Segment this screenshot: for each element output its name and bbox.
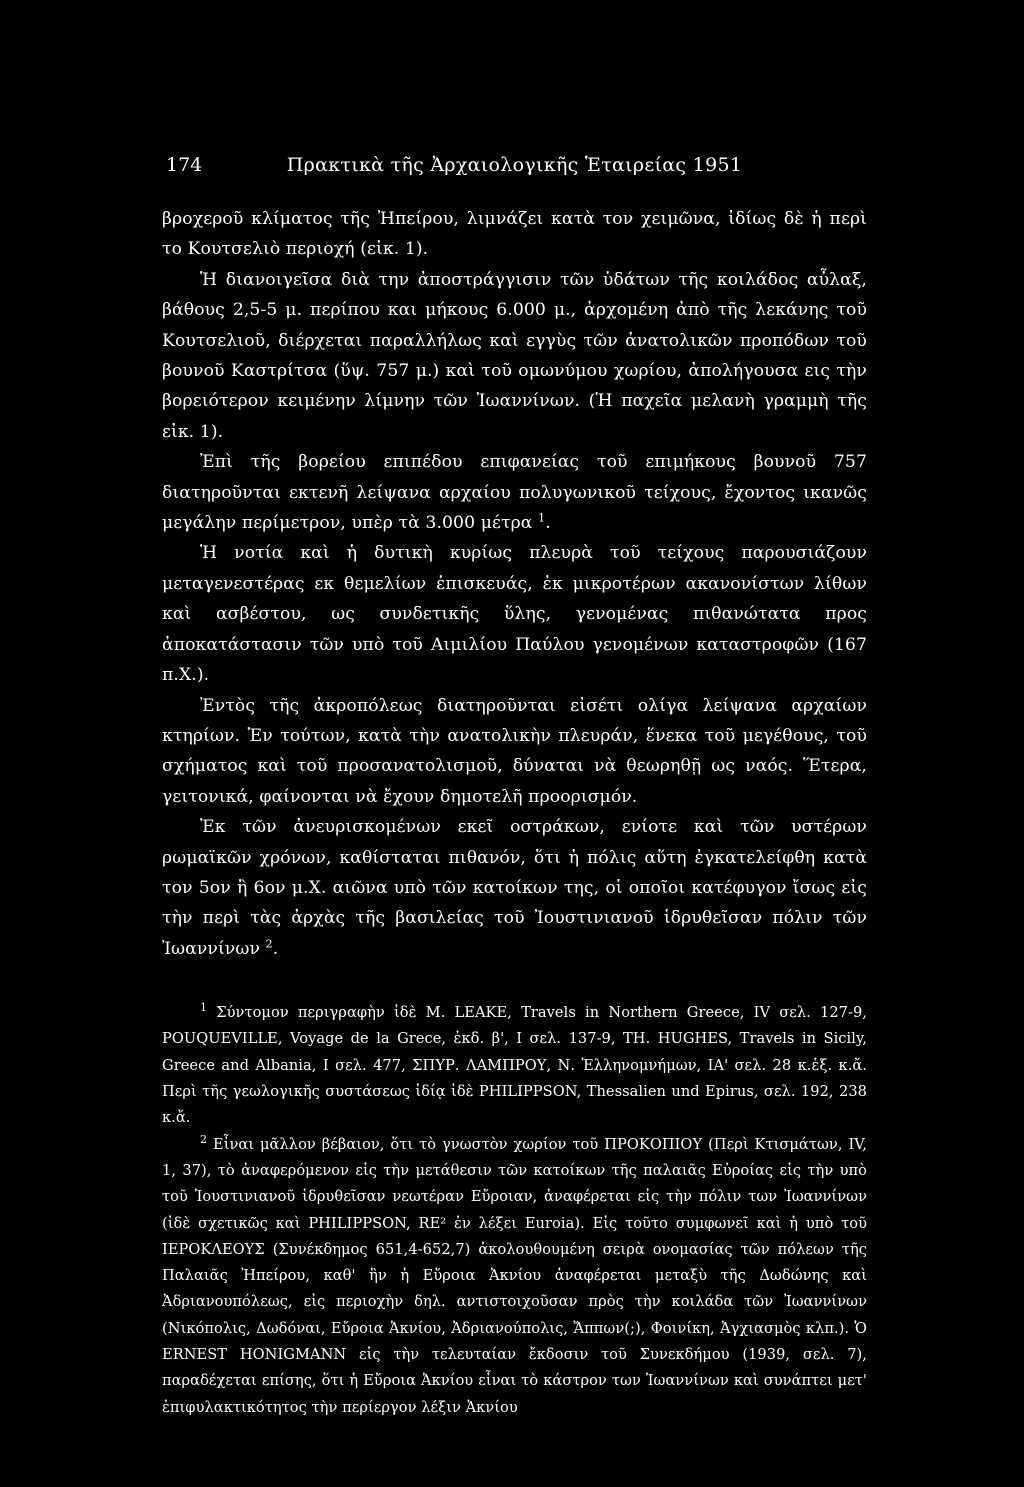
paragraph-3: Ἐπὶ τῆς βορείου επιπέδου επιφανείας τοῦ επιμήκους βουνοῦ 757 διατηροῦνται εκτενῆ λείψανα αρχαίου πολυγωνικοῦ τείχους, ἔχοντος ικανῶς μεγάλην περίμετρον, υπὲρ τὰ 3.000 μέτρα $^1$. bbox=[162, 452, 867, 534]
running-header bbox=[162, 150, 867, 180]
paragraph-1: βροχεροῦ κλίματος τῆς Ἠπείρου, λιμνάζει κατὰ τον χειμῶνα, ἰδίως δὲ ἡ περὶ το Κουτσελιὸ περιοχή (εἰκ. 1). bbox=[162, 209, 867, 260]
footnote-1-marker: 1 bbox=[200, 1001, 208, 1015]
page-number: 174 bbox=[166, 154, 203, 176]
running-title: Πρακτικὰ τῆς Ἀρχαιολογικῆς Ἑταιρείας 1951 bbox=[286, 154, 743, 176]
footnote-2-text: Εἶναι μᾶλλον βέβαιον, ὅτι τὸ γνωστὸν χωρίον τοῦ ΠΡΟΚΟΠΙΟΥ (Περὶ Κτισμάτων, IV, 1, 37), τὸ ἀναφερόμενον εἰς τὴν μετάθεσιν τῶν κατοίκων τῆς παλαιᾶς Εὐροίας εἰς τὴν υπὸ τοῦ Ἰουστινιανοῦ ἱδρυθεῖσαν νεωτέραν Εὔροιαν, ἀναφέρεται εἰς τὴν πόλιν των Ἰωαννίνων (ἰδὲ σχετικῶς καὶ PHILIPPSON, RE² ἐν λέξει Euroia). Εἰς τοῦτο συμφωνεῖ καὶ ἡ υπὸ τοῦ ΙΕΡΟΚΛΕΟΥΣ (Συνέκδημος 651,4-652,7) ἀκολουθουμένη σειρὰ ονομασίας τῶν πόλεων τῆς Παλαιᾶς Ἠπείρου, καθ' ἣν ἡ Εὔροια Ἀκνίου ἀναφέρεται μεταξὺ τῆς Δωδώνης καὶ Ἀδριανουπόλεως, εἰς περιοχὴν δηλ. αντιστοιχοῦσαν πρὸς τὴν κοιλάδα τῶν Ἰωαννίνων (Νικόπολις, Δωδόναι, Εὔροια Ἀκνίου, Ἀδριανούπολις, Ἄππων(;), Φοινίκη, Ἀγχιασμὸς κλπ.). Ὁ ERNEST HONIGMANN εἰς τὴν τελευταίαν ἔκδοσιν τοῦ Συνεκδήμου (1939, σελ. 7), παραδέχεται επίσης, ὅτι ἡ Εὔροια Ἀκνίου εἶναι τὸ κάστρον των Ἰωαννίνων καὶ συνάπτει μετ' ἐπιφυλακτικότητος τὴν περίεργον λέξιν Ἀκνίου bbox=[162, 1135, 867, 1416]
paragraph-6-text: Ἐκ τῶν ἀνευρισκομένων εκεῖ οστράκων, ενίοτε καὶ τῶν υστέρων ρωμαϊκῶν χρόνων, καθίσταται πιθανόν, ὅτι ἡ πόλις αὕτη ἐγκατελείφθη κατὰ τον 5ον ἢ 6ον μ.Χ. αιῶνα υπὸ τῶν κατοίκων της, οἱ οποῖοι κατέφυγον ἴσως εἰς τὴν περὶ τὰς ἀρχὰς τῆς βασιλείας τοῦ Ἰουστινιανοῦ ἱδρυθεῖσαν πόλιν τῶν Ἰωαννίνων bbox=[162, 817, 867, 959]
paragraph-4: Ἡ νοτία καὶ ἡ δυτικὴ κυρίως πλευρὰ τοῦ τείχους παρουσιάζουν μεταγενεστέρας εκ θεμελίων ἐπισκευάς, ἐκ μικροτέρων ακανονίστων λίθων καὶ ασβέστου, ως συνδετικῆς ὕλης, γενομένας πιθανώτατα προς ἀποκατάστασιν τῶν υπὸ τοῦ Αιμιλίου Παύλου γενομένων καταστροφῶν (167 π.Χ.). bbox=[162, 543, 867, 686]
footnote-2 bbox=[162, 1132, 867, 1421]
footnote-1-text: Σύντομον περιγραφὴν ἰδὲ M. LEAKE, Travels in Northern Greece, IV σελ. 127-9, POUQUEVILLE, Voyage de la Grece, ἐκδ. β', I σελ. 137-9, TH. HUGHES, Travels in Sicily, Greece and Albania, I σελ. 477, ΣΠΥΡ. ΛΑΜΠΡΟΥ, Ν. Ἑλληνομνήμων, ΙΑ' σελ. 28 κ.ἑξ. κ.ἄ. Περὶ τῆς γεωλογικῆς συστάσεως ἰδίᾳ ἰδὲ PHILIPPSON, Thessalien und Epirus, σελ. 192, 238 κ.ἄ. bbox=[162, 1004, 868, 1127]
paragraph-6: Ἐκ τῶν ἀνευρισκομένων εκεῖ οστράκων, ενίοτε καὶ τῶν υστέρων ρωμαϊκῶν χρόνων, καθίσταται πιθανόν, ὅτι ἡ πόλις αὕτη ἐγκατελείφθη κατὰ τον 5ον ἢ 6ον μ.Χ. αιῶνα υπὸ τῶν κατοίκων της, οἱ οποῖοι κατέφυγον ἴσως εἰς τὴν περὶ τὰς ἀρχὰς τῆς βασιλείας τοῦ Ἰουστινιανοῦ ἱδρυθεῖσαν πόλιν τῶν Ἰωαννίνων $^2$. bbox=[162, 817, 867, 959]
paragraph-5: Ἐντὸς τῆς ἀκροπόλεως διατηροῦνται εἰσέτι ολίγα λείψανα αρχαίων κτηρίων. Ἐν τούτων, κατὰ τὴν ανατολικὴν πλευράν, ἕνεκα τοῦ μεγέθους, τοῦ σχήματος καὶ τοῦ προσανατολισμοῦ, δύναται νὰ θεωρηθῇ ως ναός. Ἕτερα, γειτονικά, φαίνονται νὰ ἔχουν δημοτελῆ προορισμόν. bbox=[162, 695, 867, 807]
footnote-ref-2[interactable]: 2 bbox=[265, 937, 273, 951]
paragraph-2: Ἡ διανοιγεῖσα διὰ την ἀποστράγγισιν τῶν ὑδάτων τῆς κοιλάδος αὖλαξ, βάθους 2,5-5 μ. περίπου και μήκους 6.000 μ., ἀρχομένη ἀπὸ τῆς λεκάνης τοῦ Κουτσελιοῦ, διέρχεται παραλλήλως καὶ εγγὺς τῶν ἀνατολικῶν προπόδων τοῦ βουνοῦ Καστρίτσα (ὕψ. 757 μ.) καὶ τοῦ ομωνύμου χωρίου, ἀπολήγουσα εις τὴν βορειότερον κειμένην λίμνην τῶν Ἰωαννίνων. (Ἡ παχεῖα μελανὴ γραμμὴ τῆς εἰκ. 1). bbox=[162, 269, 867, 442]
body-text bbox=[162, 204, 867, 964]
footnote-ref-1[interactable]: 1 bbox=[538, 511, 546, 525]
page-content bbox=[162, 150, 867, 1421]
paragraph-3-text: Ἐπὶ τῆς βορείου επιπέδου επιφανείας τοῦ επιμήκους βουνοῦ 757 διατηροῦνται εκτενῆ λείψανα αρχαίου πολυγωνικοῦ τείχους, ἔχοντος ικανῶς μεγάλην περίμετρον, υπὲρ τὰ 3.000 μέτρα bbox=[162, 452, 867, 534]
footnote-1 bbox=[162, 1000, 867, 1131]
footnotes bbox=[162, 1000, 867, 1421]
footnote-2-marker: 2 bbox=[200, 1132, 208, 1146]
